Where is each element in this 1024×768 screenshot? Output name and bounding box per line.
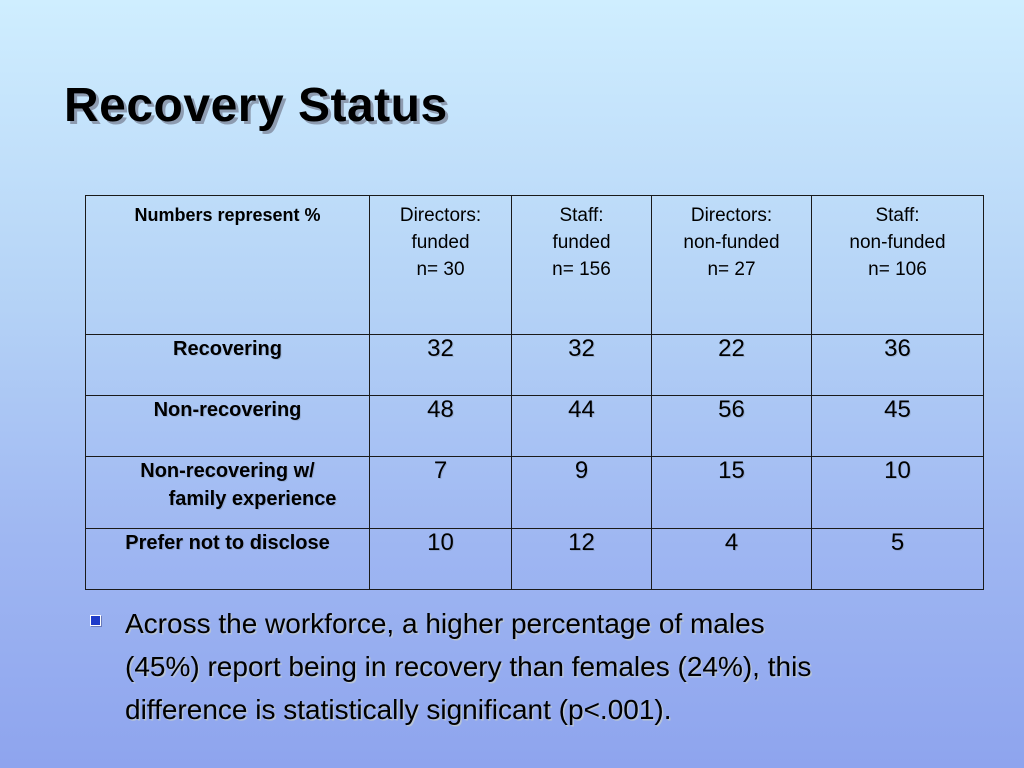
column-header-line: n= 30 — [416, 259, 465, 280]
table-cell: 45 — [812, 396, 984, 457]
column-header-line: n= 27 — [707, 259, 756, 280]
table-cell: 48 — [370, 396, 512, 457]
column-header-staff-non-funded — [812, 196, 984, 335]
row-label — [86, 396, 370, 457]
table-cell: 36 — [812, 335, 984, 396]
column-header-line: funded — [552, 232, 611, 253]
table-cell: 7 — [370, 457, 512, 529]
column-header-line: non-funded — [849, 232, 946, 253]
row-label-line: Non-recovering — [153, 399, 302, 421]
table-header-row — [86, 196, 984, 335]
row-label — [86, 529, 370, 590]
table-cell: 22 — [652, 335, 812, 396]
column-header-staff-funded — [512, 196, 652, 335]
row-label-line: Prefer not to disclose — [125, 532, 330, 554]
row-label — [86, 457, 370, 529]
square-bullet-icon — [90, 615, 101, 626]
table-cell: 9 — [512, 457, 652, 529]
table-row-non-recovering — [86, 396, 984, 457]
table-cell: 15 — [652, 457, 812, 529]
table-cell: 12 — [512, 529, 652, 590]
column-header-line: Directors: — [690, 205, 773, 226]
bullet-text-line: Across the workforce, a higher percentage of males — [125, 608, 765, 639]
table-row-prefer-not-to-disclose — [86, 529, 984, 590]
column-header-line: Staff: — [559, 205, 604, 226]
table-cell: 32 — [370, 335, 512, 396]
table-row-recovering — [86, 335, 984, 396]
table-cell: 4 — [652, 529, 812, 590]
table-cell: 5 — [812, 529, 984, 590]
slide-title: Recovery Status — [64, 79, 448, 132]
bullet-text-line: (45%) report being in recovery than females (24%), this — [125, 651, 812, 682]
column-header-line: n= 156 — [552, 259, 611, 280]
bullet-text-line: difference is statistically significant (p<.001). — [125, 694, 672, 725]
column-header-directors-non-funded — [652, 196, 812, 335]
corner-header-cell: Numbers represent % — [86, 196, 370, 335]
row-label-line: family experience — [168, 488, 337, 510]
row-label-line: Non-recovering w/ — [140, 460, 315, 482]
table-cell: 10 — [812, 457, 984, 529]
recovery-status-table — [85, 195, 984, 590]
table-cell: 32 — [512, 335, 652, 396]
table-cell: 44 — [512, 396, 652, 457]
table-row-non-recovering-family — [86, 457, 984, 529]
bullet-text — [125, 602, 985, 731]
table-cell: 10 — [370, 529, 512, 590]
row-label-line: Recovering — [173, 338, 282, 360]
row-label — [86, 335, 370, 396]
column-header-directors-funded — [370, 196, 512, 335]
column-header-line: funded — [411, 232, 470, 253]
column-header-line: n= 106 — [868, 259, 927, 280]
column-header-line: non-funded — [683, 232, 780, 253]
column-header-line: Staff: — [875, 205, 920, 226]
column-header-line: Directors: — [399, 205, 482, 226]
table-cell: 56 — [652, 396, 812, 457]
